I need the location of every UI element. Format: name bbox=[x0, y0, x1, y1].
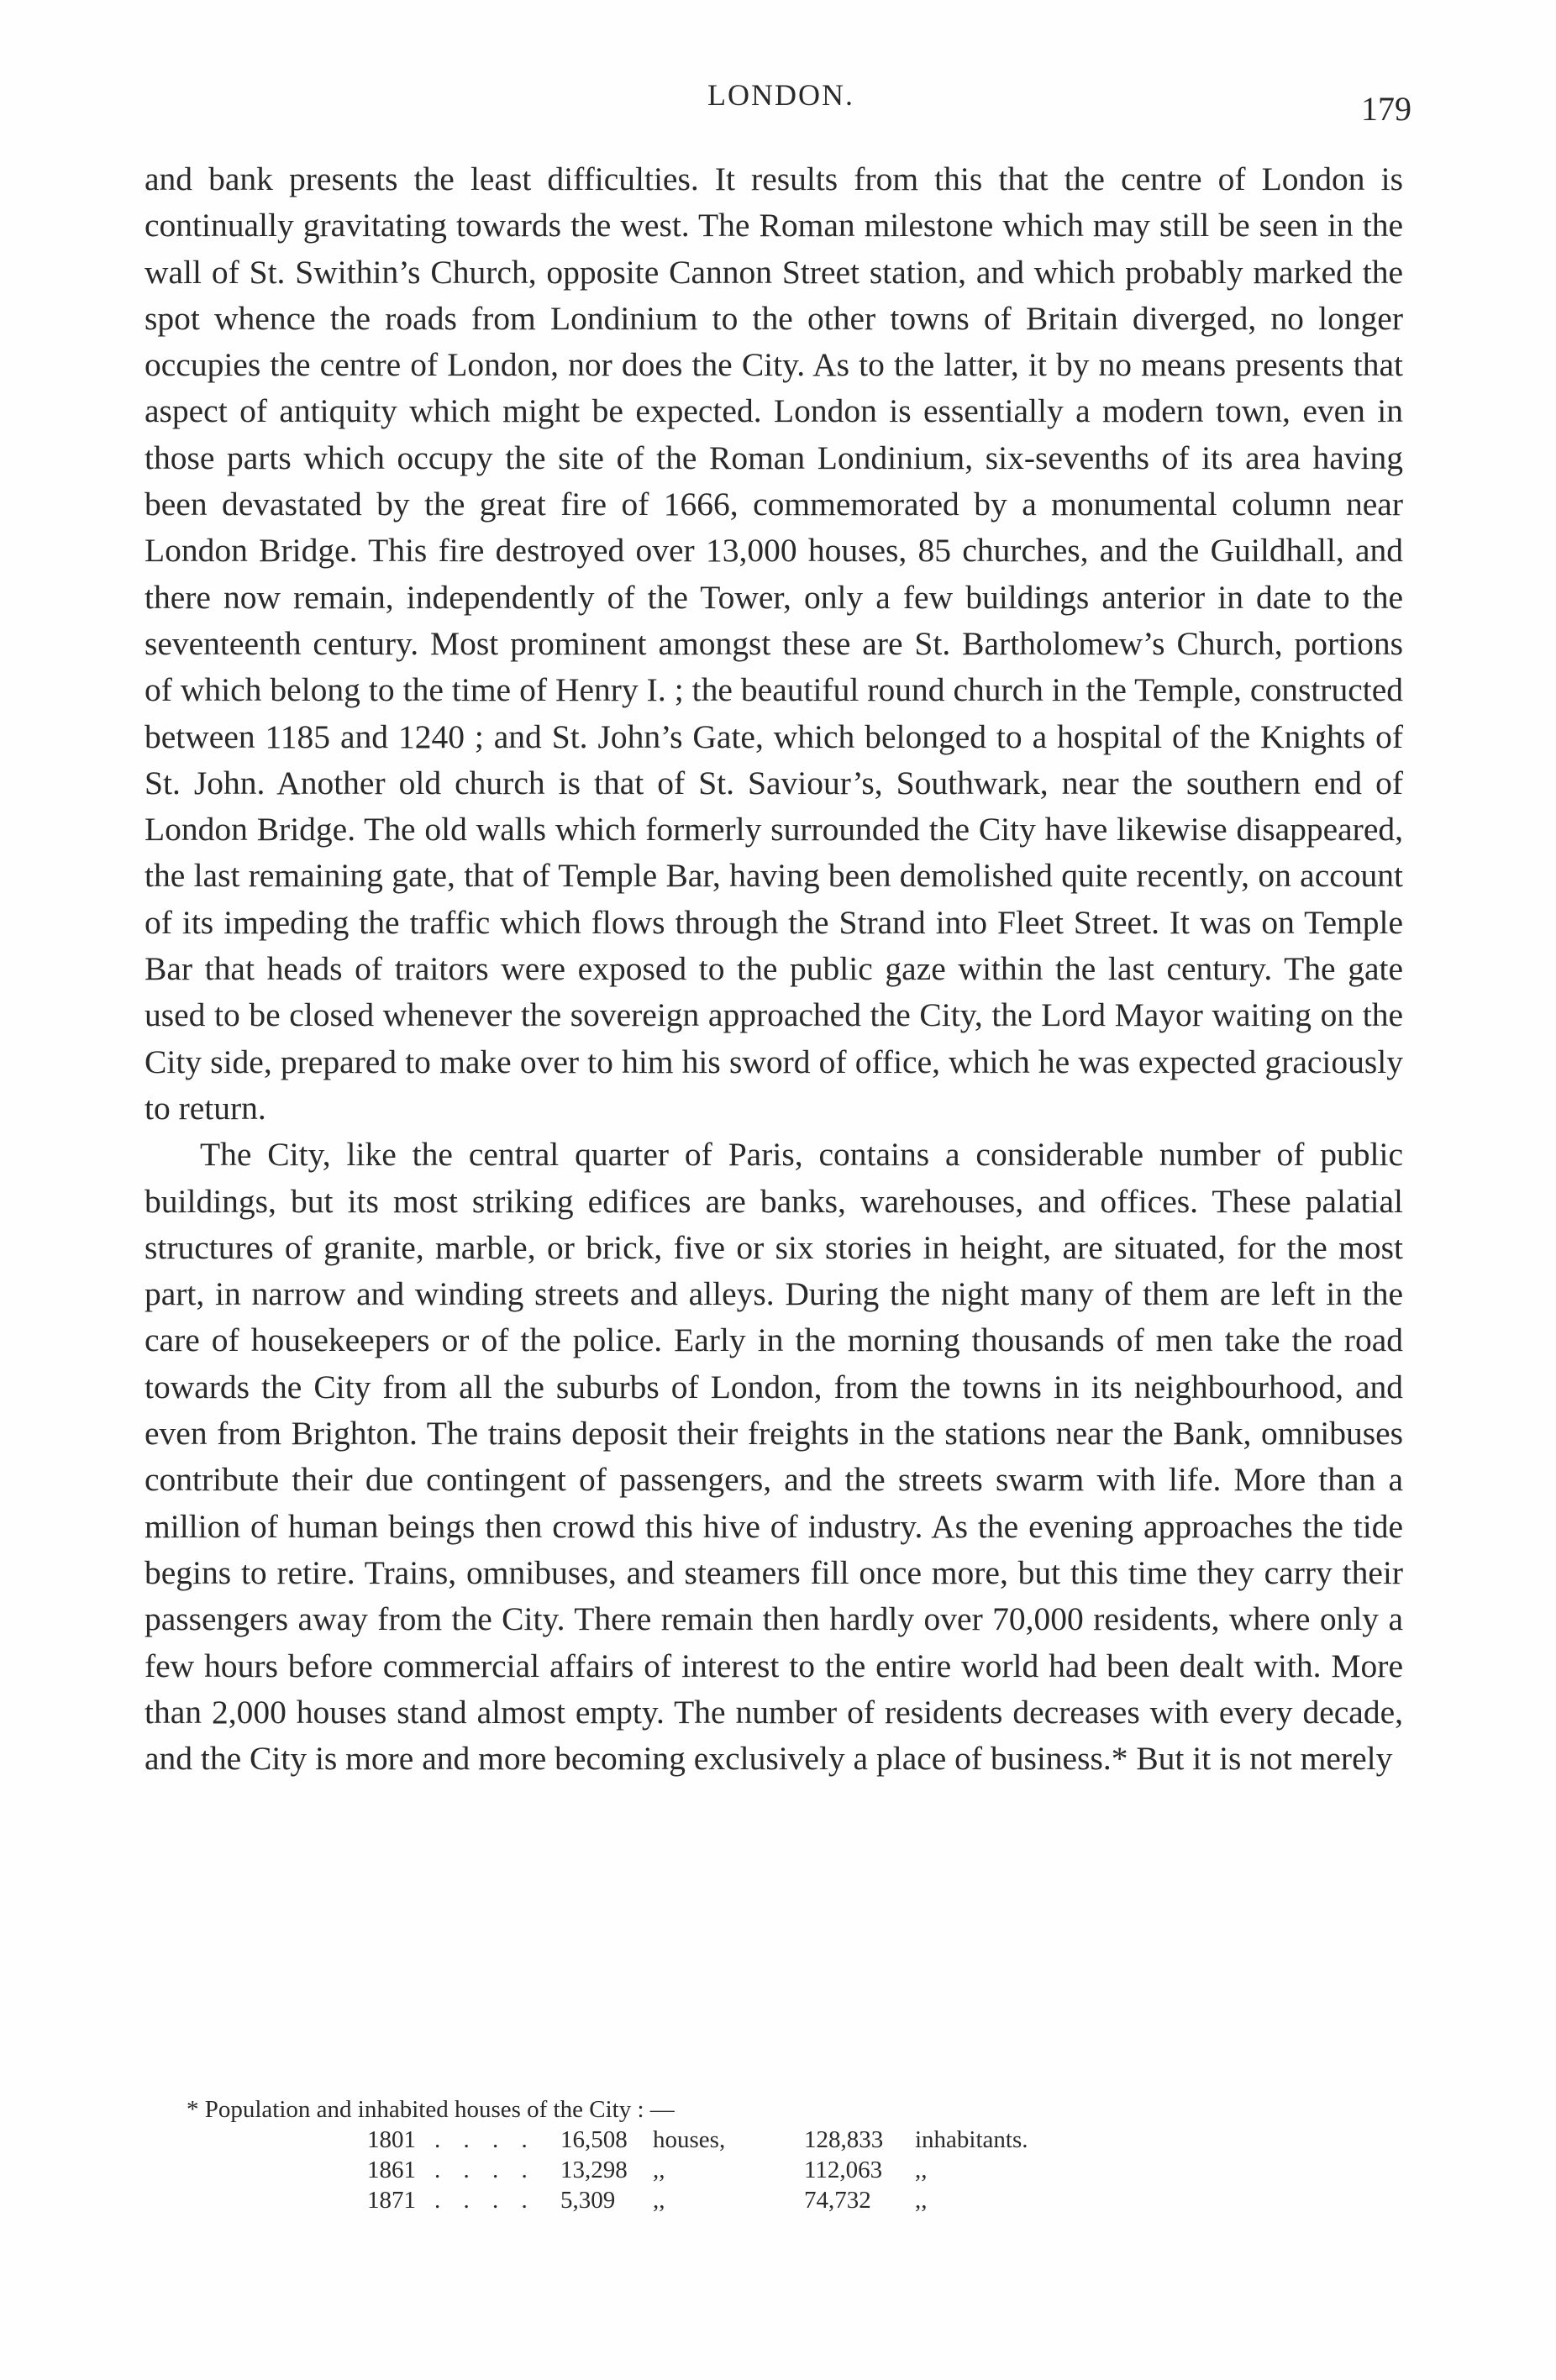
row-houses: 13,298 bbox=[560, 2157, 628, 2183]
running-title: LONDON. bbox=[707, 78, 854, 112]
row-houses-label: ,, bbox=[653, 2187, 665, 2214]
row-inhabitants-label: inhabitants. bbox=[915, 2126, 1028, 2153]
row-leader-dots: . . . . bbox=[434, 2126, 536, 2153]
row-houses: 5,309 bbox=[560, 2187, 616, 2214]
row-leader-dots: . . . . bbox=[434, 2187, 536, 2214]
table-row bbox=[367, 2125, 1028, 2155]
row-inhabitants: 74,732 bbox=[804, 2187, 871, 2214]
row-houses-label: ,, bbox=[653, 2157, 665, 2183]
row-inhabitants: 112,063 bbox=[804, 2157, 883, 2183]
running-head bbox=[0, 77, 1556, 128]
row-year: 1871 bbox=[367, 2187, 416, 2214]
row-inhabitants: 128,833 bbox=[804, 2126, 884, 2153]
row-inhabitants-label: ,, bbox=[915, 2157, 928, 2183]
row-houses: 16,508 bbox=[560, 2126, 628, 2153]
row-leader-dots: . . . . bbox=[434, 2157, 536, 2183]
table-row bbox=[367, 2155, 1028, 2185]
row-year: 1861 bbox=[367, 2157, 416, 2183]
table-row bbox=[367, 2185, 1028, 2215]
row-year: 1801 bbox=[367, 2126, 416, 2153]
row-inhabitants-label: ,, bbox=[915, 2187, 928, 2214]
population-table bbox=[367, 2125, 1028, 2215]
body-text bbox=[145, 156, 1403, 1782]
footnote bbox=[145, 2094, 1403, 2215]
row-houses-label: houses, bbox=[653, 2126, 726, 2153]
paragraph-continued: and bank presents the least difficulties. It results from this that the centre of London is continually gravitating towards the west. The Roman milestone which may still be seen in the wall of St. Swithin’s Church, opposite Cannon Street station, and which probably marked the spot whence the roads from Londinium to the other towns of Britain diverged, no longer occupies the centre of London, nor does the City. As to the latter, it by no means presents that aspect of antiquity which might be expected. London is essentially a modern town, even in those parts which occupy the site of the Roman Londinium, six-sevenths of its area having been devastated by the great fire of 1666, commemorated by a monumental column near London Bridge. This fire destroyed over 13,000 houses, 85 churches, and the Guildhall, and there now remain, independently of the Tower, only a few buildings anterior in date to the seventeenth century. Most prominent amongst these are St. Bartholomew’s Church, portions of which belong to the time of Henry I. ; the beautiful round church in the Temple, constructed between 1185 and 1240 ; and St. John’s Gate, which belonged to a hospital of the Knights of St. John. Another old church is that of St. Saviour’s, Southwark, near the southern end of London Bridge. The old walls which formerly surrounded the City have likewise disappeared, the last remaining gate, that of Temple Bar, having been demolished quite recently, on account of its impeding the traffic which flows through the Strand into Fleet Street. It was on Temple Bar that heads of traitors were exposed to the public gaze within the last century. The gate used to be closed whenever the sovereign approached the City, the Lord Mayor waiting on the City side, prepared to make over to him his sword of office, which he was expected graciously to return. bbox=[145, 160, 1403, 1127]
footnote-intro: * Population and inhabited houses of the City : — bbox=[187, 2096, 675, 2123]
paragraph-the-city: The City, like the central quarter of Paris, contains a considerable number of public buildings, but its most striking edifices are banks, warehouses, and offices. These palatial structures of granite, marble, or brick, five or six stories in height, are situated, for the most part, in narrow and winding streets and alleys. During the night many of them are left in the care of housekeepers or of the police. Early in the morning thousands of men take the road towards the City from all the suburbs of London, from the towns in its neighbourhood, and even from Brighton. The trains deposit their freights in the stations near the Bank, omnibuses contribute their due contingent of passengers, and the streets swarm with life. More than a million of human beings then crowd this hive of industry. As the evening approaches the tide begins to retire. Trains, omnibuses, and steamers fill once more, but this time they carry their passengers away from the City. There remain then hardly over 70,000 residents, where only a few hours before commercial affairs of interest to the entire world had been dealt with. More than 2,000 houses stand almost empty. The number of residents decreases with every decade, and the City is more and more becoming exclusively a place of business.* But it is not merely bbox=[145, 1136, 1403, 1778]
page-number: 179 bbox=[1361, 90, 1411, 128]
